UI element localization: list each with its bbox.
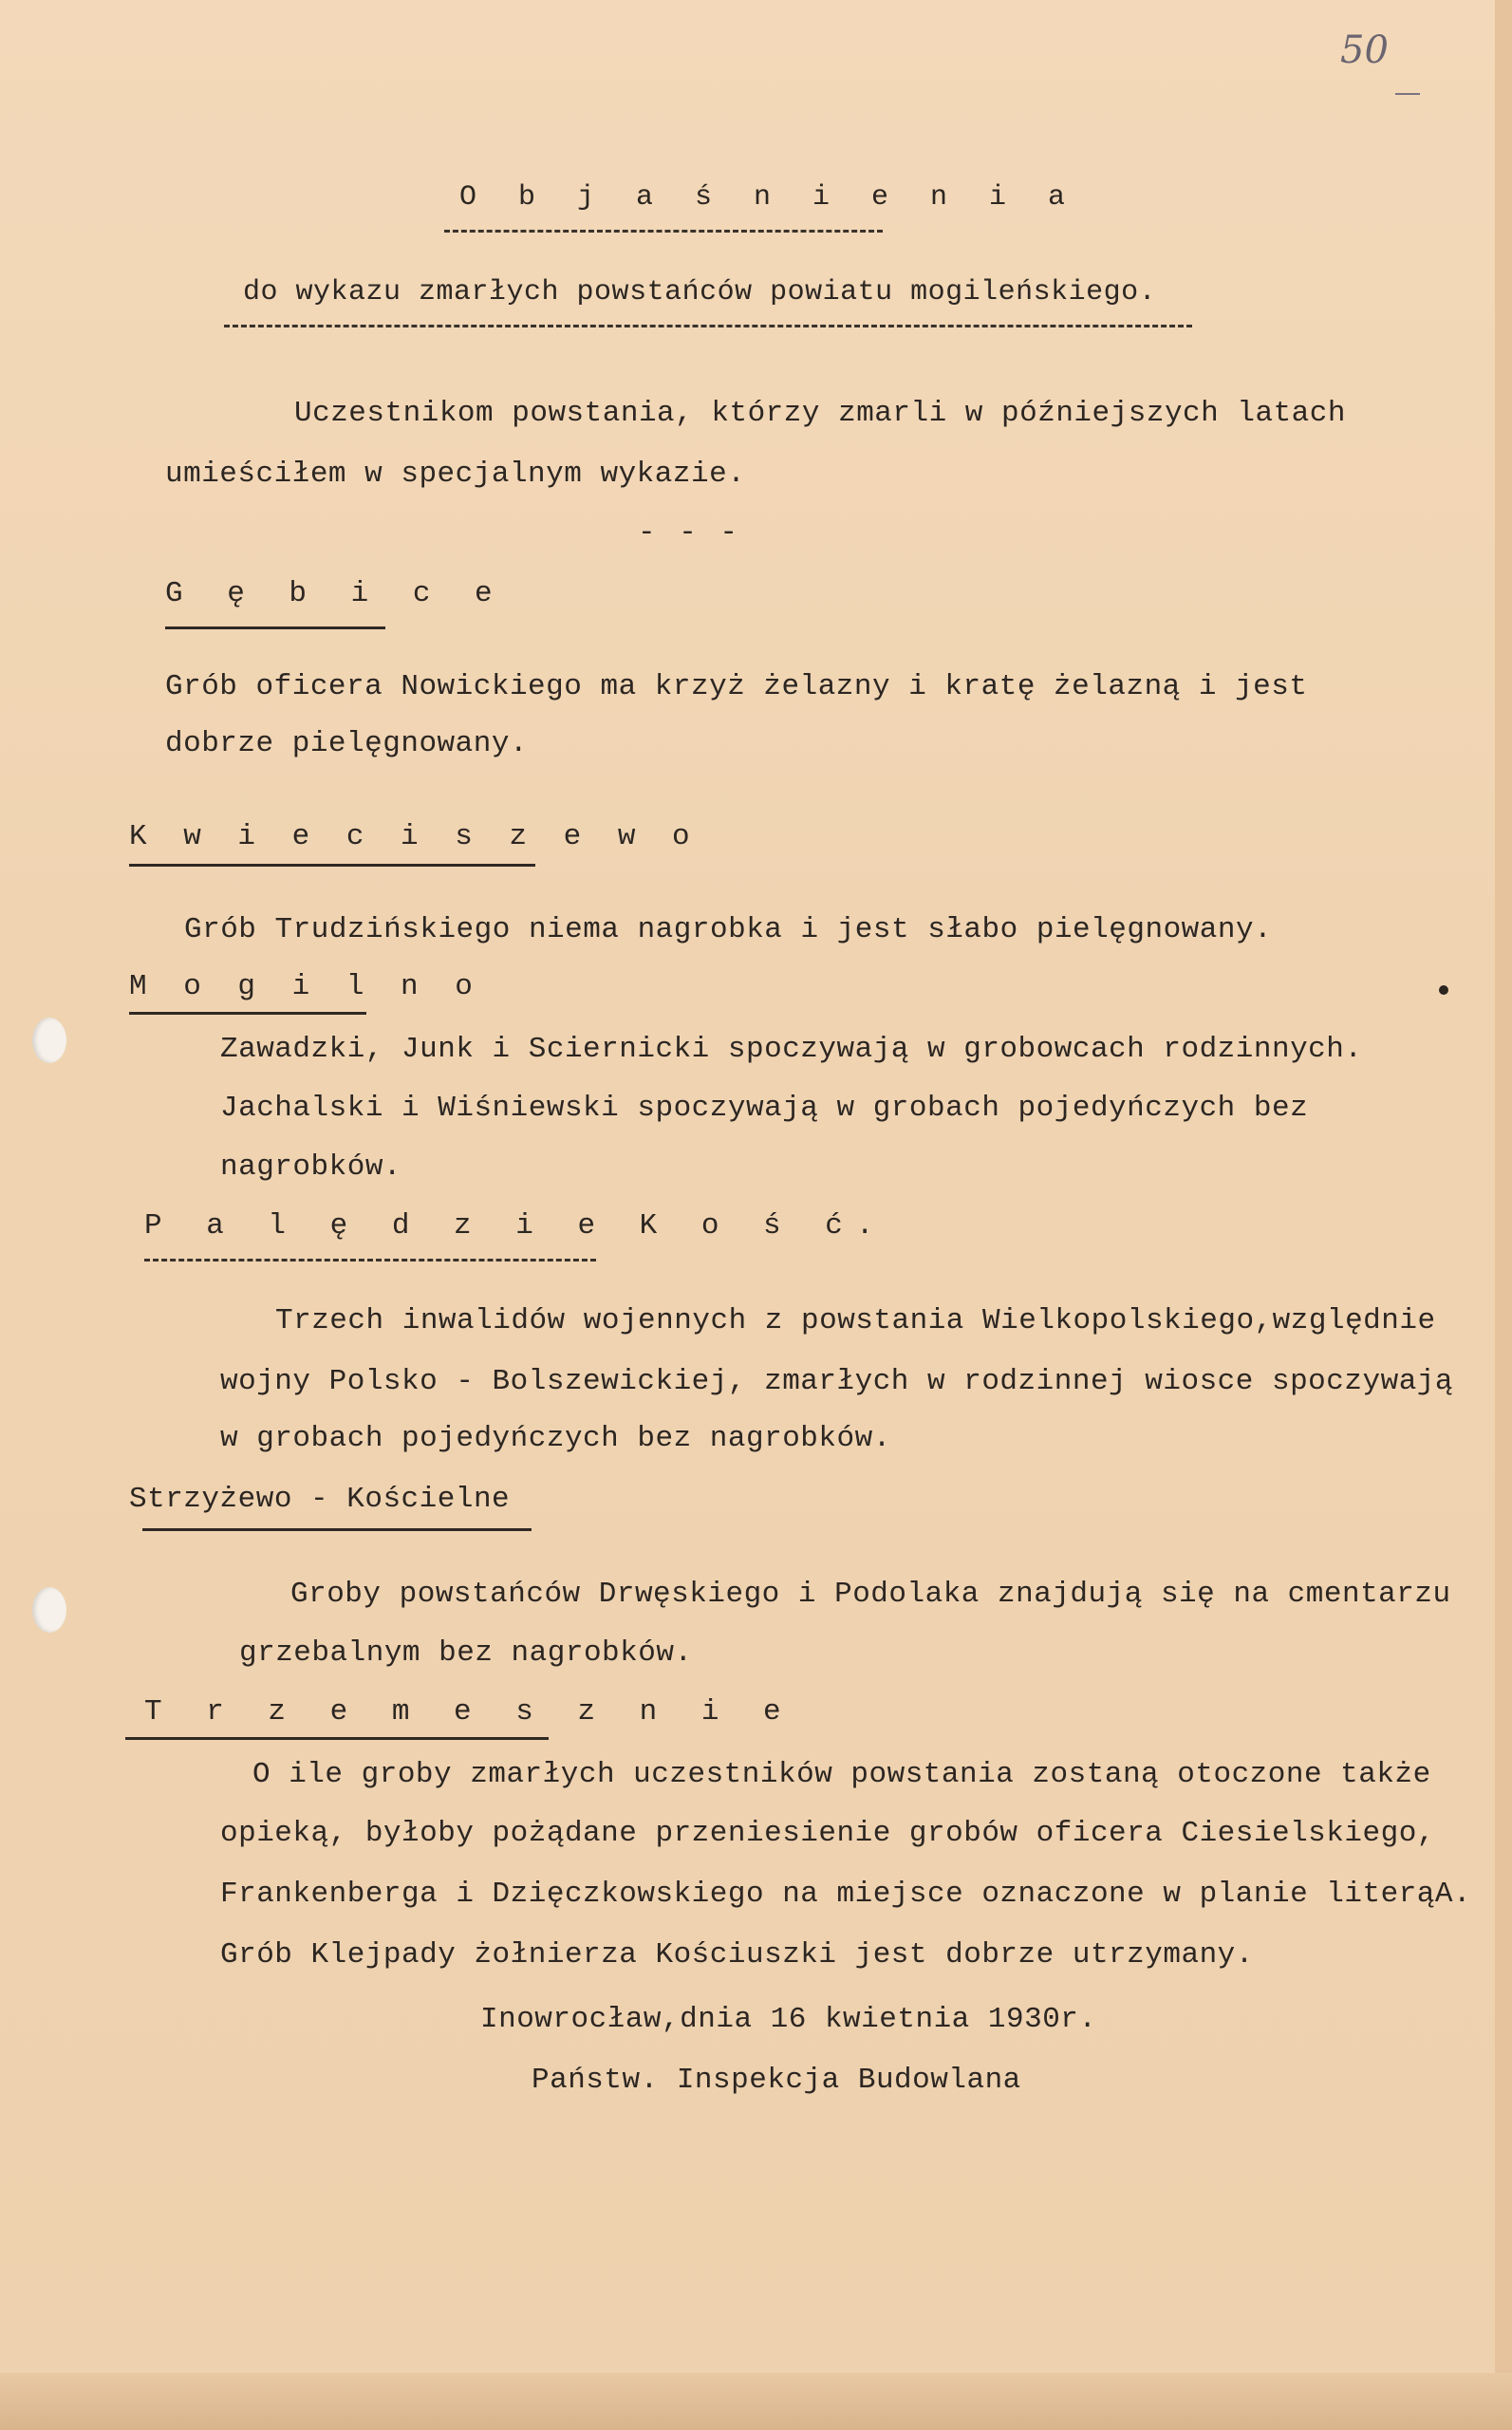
document-subtitle: do wykazu zmarłych powstańców powiatu mogileńskiego. <box>243 276 1157 308</box>
heading-underline <box>129 864 535 867</box>
section-line: opieką, byłoby pożądane przeniesienie grobów oficera Ciesielskiego, <box>220 1817 1435 1850</box>
heading-underline <box>129 1012 366 1015</box>
page-number-mark <box>1395 93 1420 95</box>
ink-dot <box>1439 985 1448 995</box>
section-heading: Strzyżewo - Kościelne <box>129 1483 511 1516</box>
section-line: nagrobków. <box>220 1150 402 1184</box>
heading-underline <box>142 1528 532 1531</box>
separator: - - - <box>638 516 741 550</box>
punch-hole <box>32 1018 66 1063</box>
intro-line: umieściłem w specjalnym wykazie. <box>165 458 746 491</box>
section-line: dobrze pielęgnowany. <box>165 727 529 760</box>
section-line: Grób oficera Nowickiego ma krzyż żelazny i kratę żelazną i jest <box>165 670 1308 703</box>
heading-underline <box>125 1737 549 1740</box>
document-title: O b j a ś n i e n i a <box>459 181 1078 214</box>
subtitle-dash-underline <box>224 325 1192 327</box>
section-heading: T r z e m e s z n i e <box>144 1695 794 1729</box>
section-line: Jachalski i Wiśniewski spoczywają w grobach pojedyńczych bez <box>220 1092 1309 1125</box>
section-line: Grób Klejpady żołnierza Kościuszki jest dobrze utrzymany. <box>220 1938 1254 1972</box>
page-edge <box>1495 0 1512 2430</box>
section-heading: P a l ę d z i e K o ś ć. <box>144 1209 887 1243</box>
title-dash-underline <box>444 230 883 233</box>
section-heading: G ę b i c e <box>165 577 506 610</box>
place-date: Inowrocław,dnia 16 kwietnia 1930r. <box>480 2003 1097 2036</box>
signature: Państw. Inspekcja Budowlana <box>532 2064 1021 2097</box>
section-line: Zawadzki, Junk i Sciernicki spoczywają w grobowcach rodzinnych. <box>220 1033 1363 1066</box>
section-line: Groby powstańców Drwęskiego i Podolaka znajdują się na cmentarzu <box>290 1578 1451 1611</box>
page-bottom-edge <box>0 2373 1512 2430</box>
section-line: w grobach pojedyńczych bez nagrobków. <box>220 1422 891 1455</box>
section-heading: K w i e c i s z e w o <box>129 820 700 853</box>
section-line: Grób Trudzińskiego niema nagrobka i jest słabo pielęgnowany. <box>184 913 1273 946</box>
heading-dash-underline <box>144 1259 596 1262</box>
section-line: Frankenberga i Dzięczkowskiego na miejsce oznaczone w planie literąA. <box>220 1878 1472 1911</box>
section-line: Trzech inwalidów wojennych z powstania Wielkopolskiego,względnie <box>275 1304 1436 1337</box>
section-line: wojny Polsko - Bolszewickiej, zmarłych w rodzinnej wiosce spoczywają <box>220 1365 1454 1398</box>
page-number: 50 <box>1340 28 1389 72</box>
heading-underline <box>165 626 385 629</box>
intro-line: Uczestnikom powstania, którzy zmarli w późniejszych latach <box>294 397 1346 430</box>
section-heading: M o g i l n o <box>129 970 482 1003</box>
section-line: O ile groby zmarłych uczestników powstania zostaną otoczone także <box>252 1758 1431 1791</box>
punch-hole <box>32 1587 66 1633</box>
section-line: grzebalnym bez nagrobków. <box>239 1636 693 1670</box>
